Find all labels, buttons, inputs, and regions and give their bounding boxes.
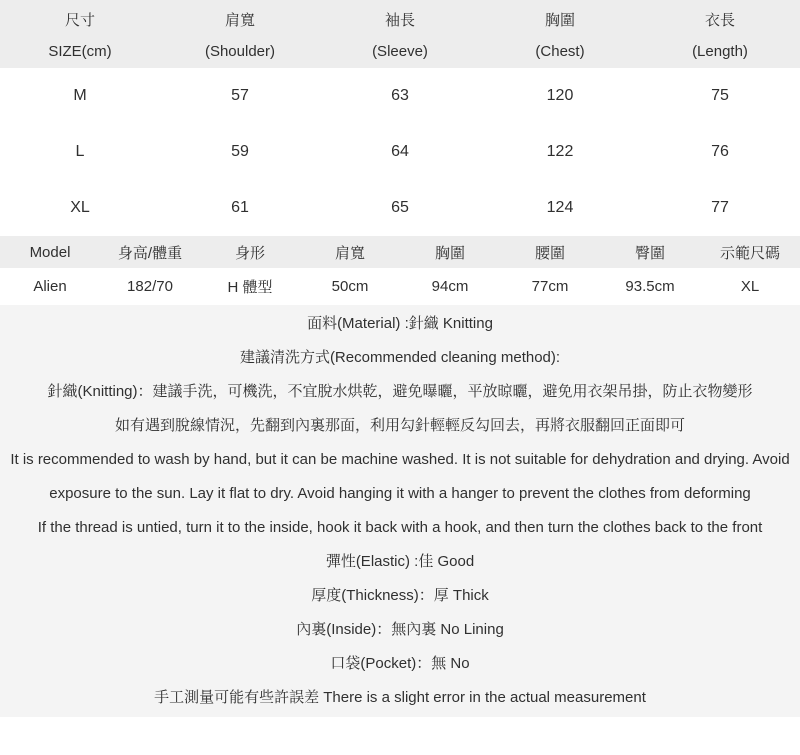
size-label: M xyxy=(73,87,87,104)
model-header-cell: 胸圍 xyxy=(434,244,465,262)
measurement-note-line: 手工測量可能有些許誤差 There is a slight error in the actual measurement xyxy=(154,689,646,706)
cleaning-method-title: 建議清洗方式(Recommended cleaning method): xyxy=(239,349,561,366)
model-value: 182/70 xyxy=(127,278,173,295)
size-row-xl xyxy=(0,180,800,236)
size-header-zh: 袖長 xyxy=(384,11,415,29)
size-header-zh: 尺寸 xyxy=(64,11,95,29)
size-value: 75 xyxy=(711,87,729,104)
size-table-header xyxy=(0,0,800,68)
cleaning-line-zh-1: 針織(Knitting)：建議手洗，可機洗，不宜脫水烘乾，避免曝曬，平放晾曬，避免用衣架吊掛，防止衣物變形 xyxy=(47,383,753,400)
size-header-en: SIZE(cm) xyxy=(48,42,112,60)
size-value: 124 xyxy=(546,199,574,216)
size-header-en: (Sleeve) xyxy=(372,42,428,60)
size-header-zh: 肩寬 xyxy=(224,11,255,29)
model-value: H 體型 xyxy=(227,279,273,296)
size-header-en: (Length) xyxy=(692,42,748,60)
cleaning-line-zh-2: 如有遇到脫線情況，先翻到內裏那面，利用勾針輕輕反勾回去，再將衣服翻回正面即可 xyxy=(114,417,685,434)
cleaning-line-en-2: exposure to the sun. Lay it flat to dry. Avoid hanging it with a hanger to prevent the clothes from deforming xyxy=(49,485,751,502)
size-value: 59 xyxy=(231,143,249,160)
size-header-zh: 胸圍 xyxy=(544,11,575,29)
model-table-header xyxy=(0,236,800,268)
size-header-en: (Shoulder) xyxy=(204,42,276,60)
size-value: 122 xyxy=(546,143,574,160)
model-header-cell: 臀圍 xyxy=(634,244,665,262)
size-header-cell xyxy=(480,0,640,68)
model-header-cell: 肩寬 xyxy=(334,244,365,262)
size-value: 64 xyxy=(391,143,409,160)
size-header-zh: 衣長 xyxy=(704,11,735,29)
elastic-line: 彈性(Elastic) :佳 Good xyxy=(325,553,475,570)
pocket-line: 口袋(Pocket)：無 No xyxy=(330,655,470,672)
cleaning-line-en-3: If the thread is untied, turn it to the inside, hook it back with a hook, and then turn the clothes back to the front xyxy=(37,519,763,536)
size-header-cell xyxy=(0,0,160,68)
model-value: Alien xyxy=(33,278,67,295)
size-value: 120 xyxy=(546,87,574,104)
model-header-cell: 示範尺碼 xyxy=(719,244,780,262)
size-row-m xyxy=(0,68,800,124)
size-header-en: (Chest) xyxy=(535,42,585,60)
size-value: 65 xyxy=(391,199,409,216)
size-label: XL xyxy=(70,199,90,216)
model-value: XL xyxy=(740,278,760,295)
model-header-cell: Model xyxy=(29,243,71,261)
size-value: 77 xyxy=(711,199,729,216)
size-value: 76 xyxy=(711,143,729,160)
material-line: 面料(Material) :針織 Knitting xyxy=(307,315,493,332)
bottom-spacer xyxy=(0,717,800,755)
size-header-cell xyxy=(320,0,480,68)
model-value: 94cm xyxy=(431,278,469,295)
thickness-line: 厚度(Thickness)：厚 Thick xyxy=(311,587,489,604)
model-header-cell: 身形 xyxy=(234,244,265,262)
size-header-cell xyxy=(160,0,320,68)
model-value: 50cm xyxy=(331,278,369,295)
size-value: 61 xyxy=(231,199,249,216)
inside-line: 內裏(Inside)：無內裏 No Lining xyxy=(296,621,504,638)
model-value: 93.5cm xyxy=(625,278,675,295)
model-header-cell: 身高/體重 xyxy=(117,244,183,262)
care-info-block xyxy=(0,305,800,717)
size-header-cell xyxy=(640,0,800,68)
model-header-cell: 腰圍 xyxy=(534,244,565,262)
size-row-l xyxy=(0,124,800,180)
size-value: 63 xyxy=(391,87,409,104)
cleaning-line-en-1: It is recommended to wash by hand, but it can be machine washed. It is not suitable for dehydration and drying. Avoid xyxy=(10,451,790,468)
size-value: 57 xyxy=(231,87,249,104)
model-value: 77cm xyxy=(531,278,569,295)
model-table-row xyxy=(0,268,800,305)
size-label: L xyxy=(75,143,85,160)
